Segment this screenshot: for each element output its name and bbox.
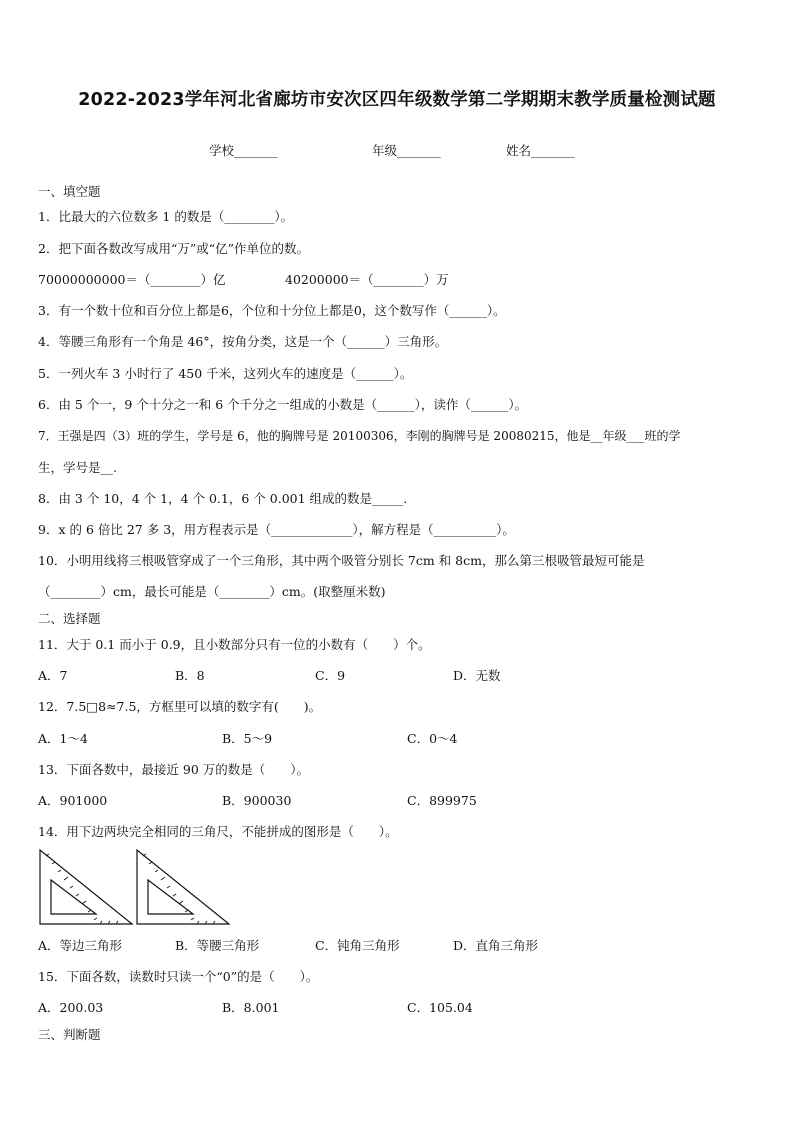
question-13-option-c: C．899975: [407, 793, 477, 808]
question-15-option-b: B．8.001: [222, 1000, 280, 1015]
name-field: 姓名_______: [506, 143, 575, 158]
question-12-option-a: A．1～4: [38, 731, 88, 746]
question-11-option-d: D．无数: [453, 668, 501, 683]
question-12-option-b: B．5～9: [222, 731, 273, 746]
question-1: 1．比最大的六位数多 1 的数是（________）。: [38, 209, 294, 224]
question-2-part-a: 70000000000＝（________）亿: [38, 272, 226, 287]
grade-field: 年级_______: [372, 143, 441, 158]
question-2: 2．把下面各数改写成用“万”或“亿”作单位的数。: [38, 241, 310, 256]
question-7-line-1: 7．王强是四（3）班的学生，学号是 6，他的胸牌号是 20100306，李刚的胸牌号是 20080215，他是__年级___班的学: [38, 429, 681, 443]
question-11-option-c: C．9: [315, 668, 346, 683]
question-6: 6．由 5 个一，9 个十分之一和 6 个千分之一组成的小数是（______），读作（______）。: [38, 397, 528, 412]
set-square-right: [137, 850, 229, 924]
school-field: 学校_______: [209, 143, 278, 158]
set-squares-svg: [38, 846, 238, 926]
question-7-line-2: 生，学号是__.: [38, 460, 117, 475]
question-14-option-b: B．等腰三角形: [175, 938, 260, 953]
section-multiple-choice: 二、选择题: [38, 611, 101, 626]
question-8: 8．由 3 个 10，4 个 1，4 个 0.1，6 个 0.001 组成的数是_____.: [38, 491, 408, 506]
question-10-line-1: 10．小明用线将三根吸管穿成了一个三角形，其中两个吸管分别长 7cm 和 8cm，那么第三根吸管最短可能是: [38, 553, 645, 568]
section-fill-blank: 一、填空题: [38, 184, 101, 199]
question-5: 5．一列火车 3 小时行了 450 千米，这列火车的速度是（______）。: [38, 366, 413, 381]
question-14-option-d: D．直角三角形: [453, 938, 539, 953]
section-true-false: 三、判断题: [38, 1027, 101, 1042]
question-11-option-a: A．7: [38, 668, 68, 683]
question-13: 13．下面各数中，最接近 90 万的数是（ ）。: [38, 762, 310, 777]
question-9: 9．x 的 6 倍比 27 多 3，用方程表示是（_____________），解方程是（__________）。: [38, 522, 515, 537]
question-15-option-a: A．200.03: [38, 1000, 104, 1015]
question-14-option-c: C．钝角三角形: [315, 938, 400, 953]
question-15: 15．下面各数，读数时只读一个“0”的是（ ）。: [38, 969, 319, 984]
set-square-left: [40, 850, 132, 924]
question-2-part-b: 40200000＝（________）万: [285, 272, 449, 287]
question-12-option-c: C．0～4: [407, 731, 458, 746]
question-13-option-b: B．900030: [222, 793, 292, 808]
question-12: 12．7.5□8≈7.5，方框里可以填的数字有( )。: [38, 699, 322, 714]
question-14: 14．用下边两块完全相同的三角尺，不能拼成的图形是（ ）。: [38, 824, 398, 839]
exam-title: 2022-2023学年河北省廊坊市安次区四年级数学第二学期期末教学质量检测试题: [78, 90, 716, 110]
question-4: 4．等腰三角形有一个角是 46°，按角分类，这是一个（______）三角形。: [38, 334, 448, 349]
question-10-line-2: （________）cm，最长可能是（________）cm。(取整厘米数): [38, 584, 386, 599]
question-13-option-a: A．901000: [38, 793, 108, 808]
question-11: 11．大于 0.1 而小于 0.9，且小数部分只有一位的小数有（ ）个。: [38, 637, 431, 652]
question-14-option-a: A．等边三角形: [38, 938, 123, 953]
question-15-option-c: C．105.04: [407, 1000, 473, 1015]
set-squares-figure: [38, 846, 238, 926]
question-11-option-b: B．8: [175, 668, 205, 683]
question-3: 3．有一个数十位和百分位上都是6，个位和十分位上都是0，这个数写作（______）。: [38, 303, 506, 318]
